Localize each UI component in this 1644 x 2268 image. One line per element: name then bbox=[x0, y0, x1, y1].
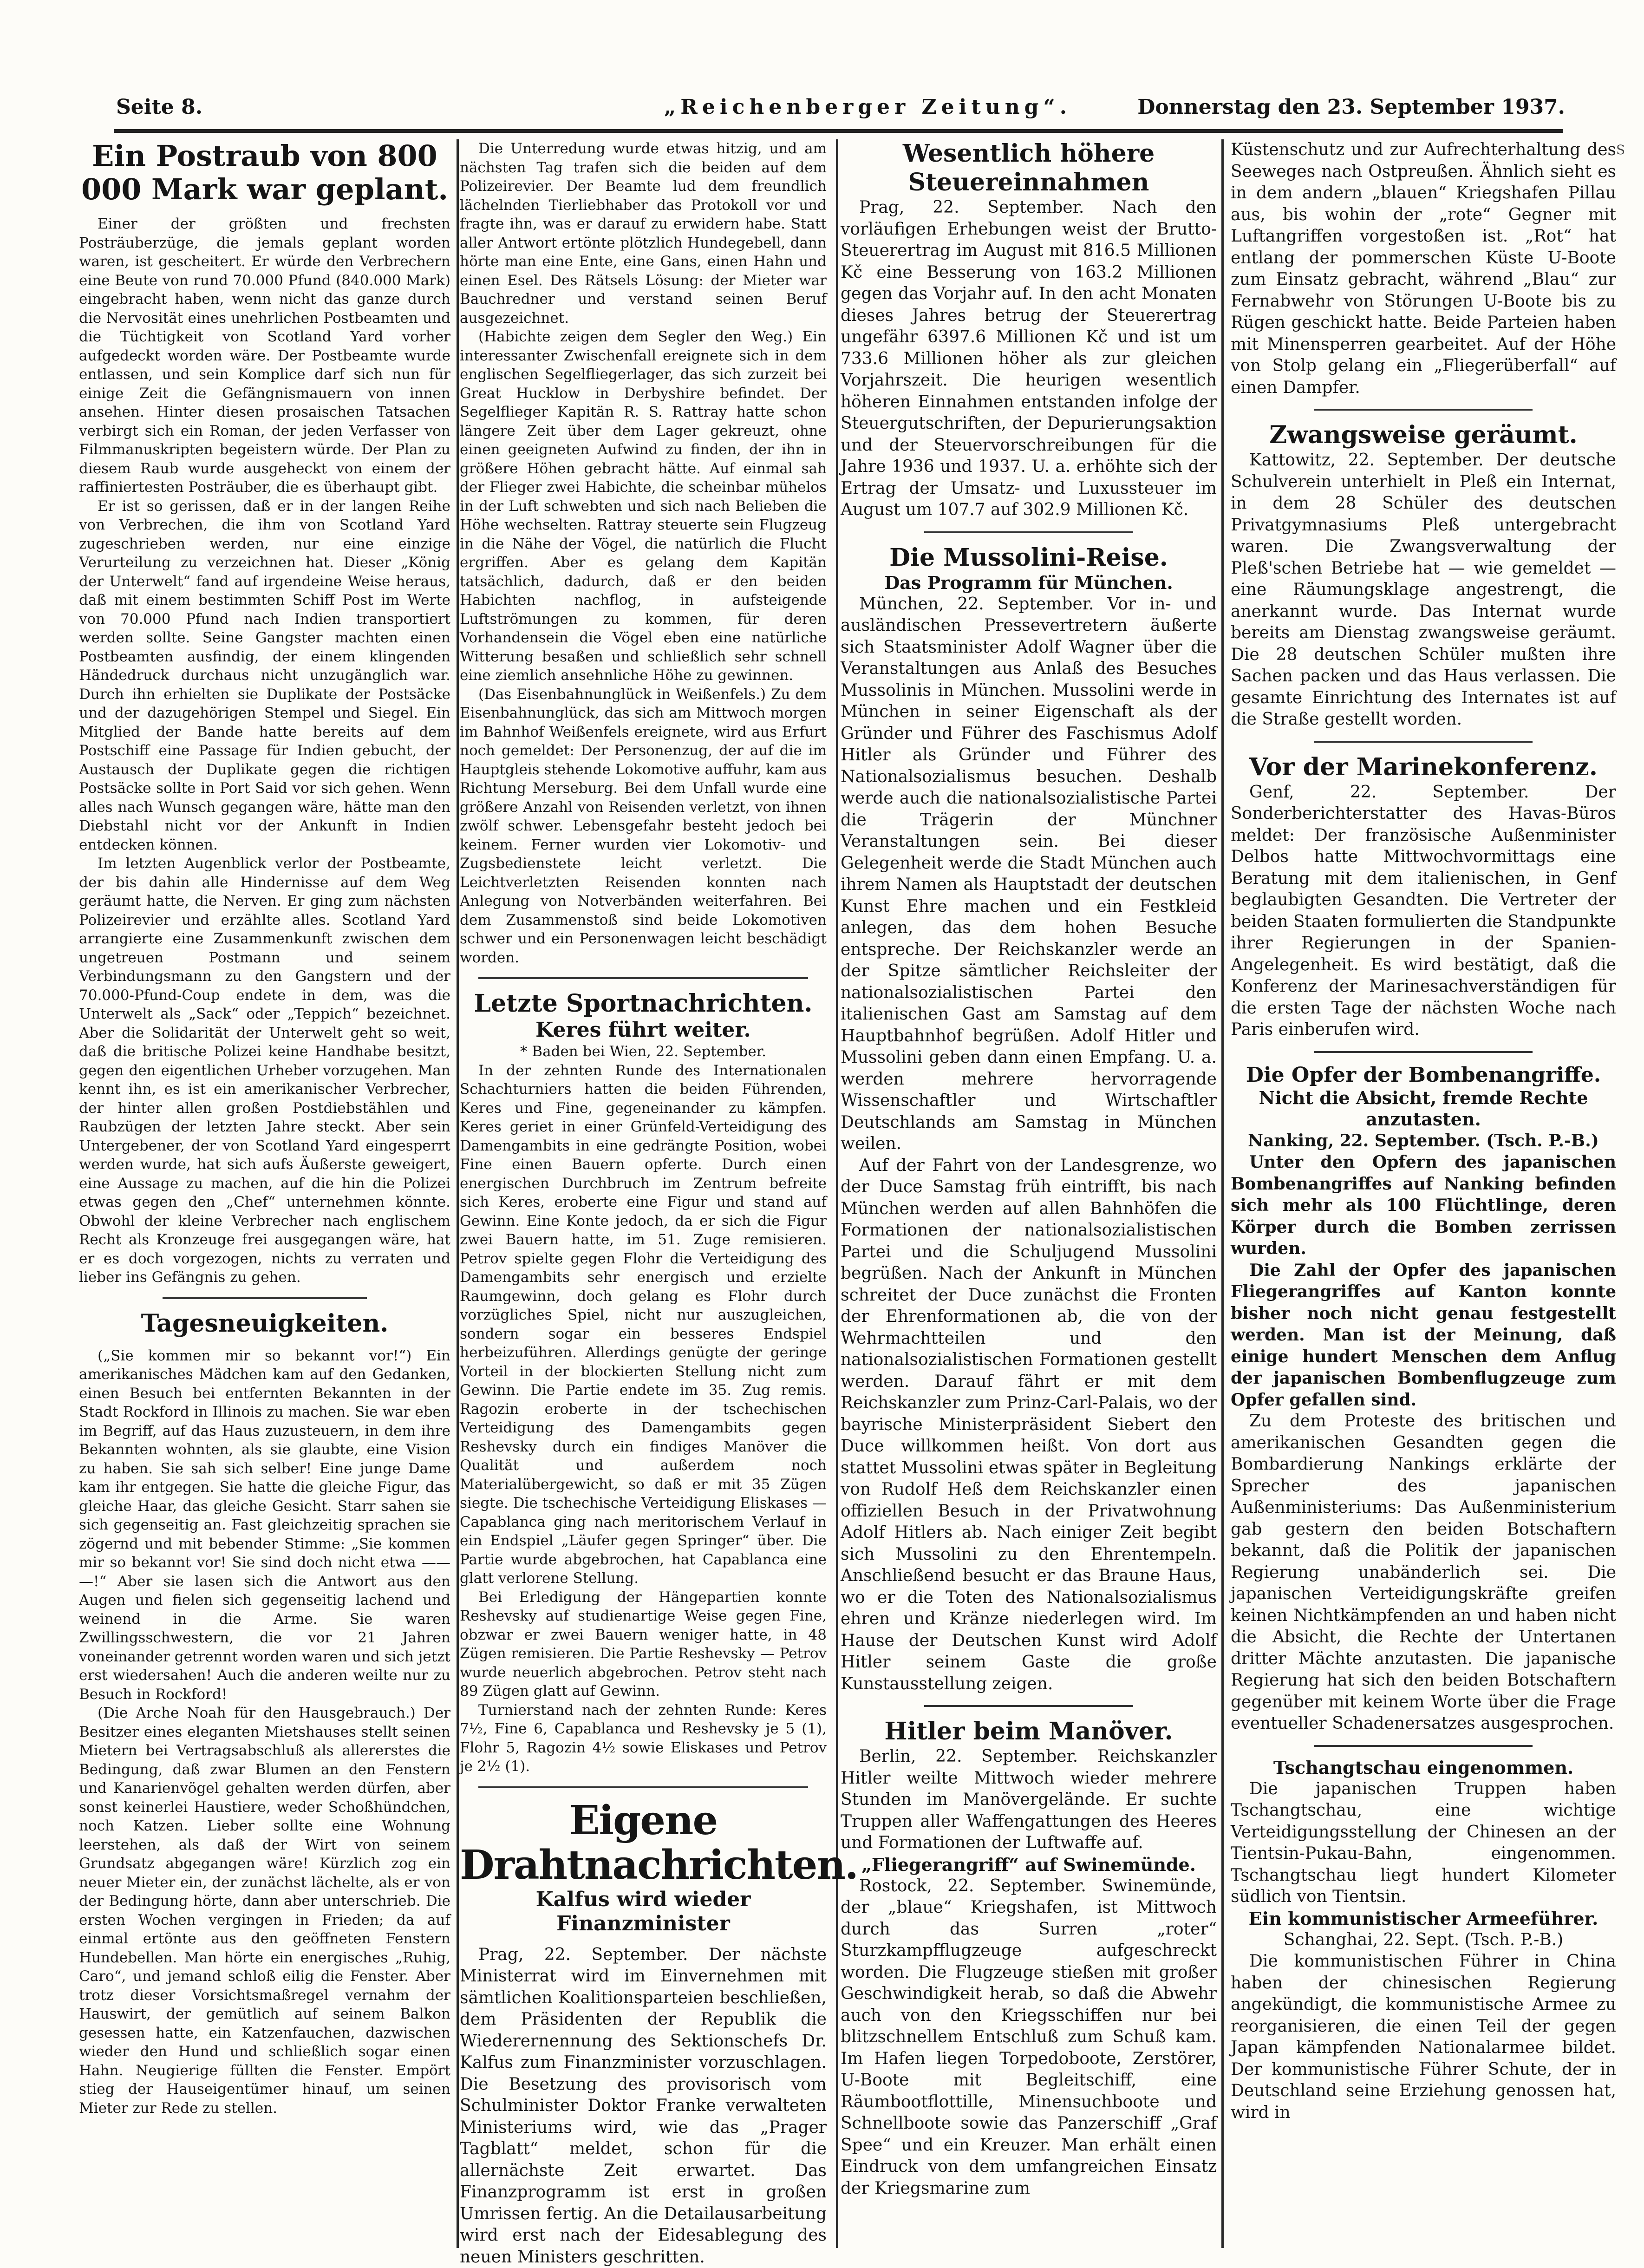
article-paragraph: Küstenschutz und zur Aufrechterhaltung des Seeweges nach Ostpreußen. Ähnlich sieht es in dem andern „blauen“ Kriegshafen Pillau aus, bis wohin der „rote“ Gegner mit Luftangriffen vorgestoßen ist. „Rot“ hat entlang der pommerschen Küste U-Boote zum Einsatz gebracht, während „Blau“ zur Fernabwehr von Störungen U-Boote bis zu Rügen geschickt hatte. Beide Parteien haben mit Minensperren gearbeitet. Auf der Höhe von Stolp gelang ein „Fliegerüberfall“ auf einen Dampfer. bbox=[1231, 139, 1616, 399]
headline-keres: Keres führt weiter. bbox=[460, 1018, 827, 1042]
article-paragraph: Einer der größten und frechsten Posträuberzüge, die jemals geplant worden waren, ist gescheitert. Er würde den Verbrechern eine Beute von rund 70.000 Pfund (840.000 Mark) eingebracht haben, wenn nicht das ganze durch die Nervosität eines unehrlichen Postbeamten und die Tüchtigkeit von Scotland Yard vorher aufgedeckt worden wäre. Der Postbeamte wurde entlassen, und sein Komplice darf sich nun für einige Zeit die Gefängnismauern von innen ansehen. Hinter diesen prosaischen Tatsachen verbirgt sich ein Roman, der jeden Verfasser von Filmmanuskripten begeistern würde. Der Plan zu diesem Raub wurde ausgeheckt von einem der raffiniertesten Posträuber, die es überhaupt gibt. bbox=[79, 215, 450, 497]
headline-sportnachrichten: Letzte Sportnachrichten. bbox=[460, 989, 827, 1018]
article-paragraph: Turnierstand nach der zehnten Runde: Keres 7½, Fine 6, Capablanca und Reshevsky je 5 (1), Flohr 5, Ragozin 4½ sowie Eliskases und Petrov je 2½ (1). bbox=[460, 1701, 827, 1776]
article-paragraph: Die japanischen Truppen haben Tschangtschau, eine wichtige Verteidigungsstellung der Chinesen an der Tientsin-Pukau-Bahn, eingenommen. Tschangtschau liegt hundert Kilometer südlich von Tientsin. bbox=[1231, 1778, 1616, 1908]
article-paragraph: München, 22. September. Vor in- und ausländischen Pressevertretern äußerte sich Staatsminister Adolf Wagner über die Veranstaltungen aus Anlaß des Besuches Mussolinis in München. Mussolini werde in München in seiner Eigenschaft als der Gründer und Führer des Faschismus Adolf Hitler als Gründer und Führer des Nationalsozialismus besuchen. Deshalb werde auch die nationalsozialistische Partei die Trägerin der Münchner Veranstaltungen sein. Bei dieser Gelegenheit werde die Stadt München auch ihrem Namen als Hauptstadt der deutschen Kunst Ehre machen und ein Festkleid anlegen, das dem hohen Besuche entspreche. Der Reichskanzler werde an der Spitze sämtlicher Reichsleiter der nationalsozialistischen Partei den italienischen Gast am Samstag auf dem Hauptbahnhof begrüßen. Adolf Hitler und Mussolini geben dann einen Empfang. U. a. werden mehrere hervorragende Wissenschaftler und Wirtschaftler Deutschlands am Samstag in München weilen. bbox=[841, 594, 1217, 1155]
column-2 bbox=[460, 139, 827, 2239]
adjacent-page-edge bbox=[1616, 139, 1637, 2248]
headline-fliegerangriff: „Fliegerangriff“ auf Swinemünde. bbox=[841, 1854, 1217, 1876]
article-paragraph: Kattowitz, 22. September. Der deutsche Schulverein unterhielt in Pleß ein Internat, in dem 28 Schüler des deutschen Privatgymnasiums Pleß untergebracht waren. Die Zwangsverwaltung der Pleß'schen Betriebe hat — wie gemeldet — eine Räumungsklage angestrengt, die anerkannt wurde. Das Internat wurde bereits am Dienstag zwangsweise geräumt. Die 28 deutschen Schüler mußten ihre Sachen packen und das Haus verlassen. Die gesamte Einrichtung des Internates ist auf die Straße gestellt worden. bbox=[1231, 450, 1616, 731]
paper-title: „Reichenberger Zeitung“. bbox=[664, 95, 1071, 119]
headline-marinekonferenz: Vor der Marinekonferenz. bbox=[1231, 753, 1616, 782]
section-divider bbox=[1314, 741, 1533, 743]
article-paragraph: („Sie kommen mir so bekannt vor!“) Ein amerikanisches Mädchen kam auf den Gedanken, einen Besuch bei entfernten Bekannten in der Stadt Rockford in Illinois zu machen. Sie war eben im Begriff, auf das Haus zuzusteuern, in dem ihre Bekannten wohnten, als sie glaubte, eine Vision zu haben. Sie sah sich selber! Eine junge Dame kam ihr entgegen. Sie hatte die gleiche Figur, das gleiche Haar, das gleiche Gesicht. Starr sahen sie sich gegenseitig an. Fast gleichzeitig sprachen sie zögernd und mit bebender Stimme: „Sie kommen mir so bekannt vor! Sie sind doch nicht etwa —— —!“ Aber sie lasen sich die Antwort aus den Augen und fielen sich gegenseitig lachend und weinend in die Arme. Sie waren Zwillingsschwestern, die vor 21 Jahren voneinander getrennt worden waren und sich jetzt erst wiedersahen! Auch die anderen weilte nur zu Besuch in Rockford! bbox=[79, 1346, 450, 1704]
article-paragraph: Die Unterredung wurde etwas hitzig, und am nächsten Tag trafen sich die beiden auf dem Polizeirevier. Der Beamte lud dem freundlich lächelnden Tierliebhaber das Protokoll vor und fragte ihn, was er darauf zu erwidern habe. Statt aller Antwort ertönte plötzlich Hundegebell, dann hörte man eine Ente, eine Gans, einen Hahn und einen Esel. Des Rätsels Lösung: der Mieter war Bauchredner und verstand seinen Beruf ausgezeichnet. bbox=[460, 139, 827, 327]
article-paragraph: Berlin, 22. September. Reichskanzler Hitler weilte Mittwoch wieder mehrere Stunden im Manövergelände. Er suchte Truppen aller Waffengattungen des Heeres und Formationen der Luftwaffe auf. bbox=[841, 1746, 1217, 1854]
headline-kalfus: Kalfus wird wieder Finanzminister bbox=[460, 1888, 827, 1936]
section-divider bbox=[478, 977, 808, 979]
headline-tagesneuigkeiten: Tagesneuigkeiten. bbox=[79, 1309, 450, 1338]
masthead bbox=[116, 95, 1565, 128]
headline-opfer-sub: Nicht die Absicht, fremde Rechte anzutasten. bbox=[1231, 1087, 1616, 1130]
section-divider bbox=[1314, 409, 1533, 411]
article-paragraph: Prag, 22. September. Der nächste Ministerrat wird im Einvernehmen mit sämtlichen Koalitionsparteien beschließen, dem Präsidenten der Republik die Wiederernennung des Sektionschefs Dr. Kalfus zum Finanzminister vorzuschlagen. Die Besetzung des provisorisch vom Schulminister Doktor Franke verwalteten Ministeriums wird, wie das „Prager Tagblatt“ meldet, schon für die allernächste Zeit erwartet. Das Finanzprogramm ist erst in großen Umrissen fertig. An die Detailausarbeitung wird erst nach der Eidesablegung des neuen Ministers geschritten. bbox=[460, 1944, 827, 2268]
dateline: Nanking, 22. September. (Tsch. P.-B.) bbox=[1231, 1130, 1616, 1152]
article-paragraph: Genf, 22. September. Der Sonderberichterstatter des Havas-Büros meldet: Der französische Außenminister Delbos hatte Mittwochvormittags eine Beratung mit dem italienischen, in Genf beglaubigten Gesandten. Die Vertreter der beiden Staaten formulierten die Standpunkte ihrer Regierungen in der Spanien-Angelegenheit. Es wird bestätigt, daß die Konferenz der Marinesachverständigen für die ersten Tage der nächsten Woche nach Paris einberufen wird. bbox=[1231, 782, 1616, 1041]
headline-opfer-bombenangriffe: Die Opfer der Bombenangriffe. bbox=[1231, 1063, 1616, 1087]
article-paragraph: (Das Eisenbahnunglück in Weißenfels.) Zu dem Eisenbahnunglück, das sich am Mittwoch morgen im Bahnhof Weißenfels ereignete, wird aus Erfurt noch gemeldet: Der Personenzug, der auf die im Hauptgleis stehende Lokomotive auffuhr, kam aus Richtung Merseburg. Bei dem Unfall wurde eine größere Anzahl von Reisenden verletzt, von ihnen zwölf schwer. Lebensgefahr besteht jedoch bei keinem. Ferner wurden vier Lokomotiv- und Zugsbedienstete leicht verletzt. Die Leichtverletzten Reisenden konnten nach Anlegung von Notverbänden weiterfahren. Bei dem Zusammenstoß sind beide Lokomotiven schwer und ein Personenwagen leicht beschädigt worden. bbox=[460, 685, 827, 967]
headline-zwangsweise: Zwangsweise geräumt. bbox=[1231, 421, 1616, 450]
section-divider bbox=[924, 1705, 1133, 1707]
section-divider bbox=[924, 531, 1133, 533]
article-paragraph: Bei Erledigung der Hängepartien konnte Reshevsky auf studienartige Weise gegen Fine, obzwar er zwei Bauern weniger hatte, in 48 Zügen remisieren. Die Partie Reshevsky — Petrov wurde neuerlich abgebrochen. Petrov steht nach 89 Zügen glatt auf Gewinn. bbox=[460, 1588, 827, 1701]
section-divider bbox=[1314, 1051, 1533, 1053]
column-3 bbox=[841, 139, 1217, 2239]
dateline: Schanghai, 22. Sept. (Tsch. P.-B.) bbox=[1231, 1929, 1616, 1951]
article-paragraph: Prag, 22. September. Nach den vorläufigen Erhebungen weist der Brutto-Steuerertrag im August mit 816.5 Millionen Kč eine Besserung von 163.2 Millionen gegen das Vorjahr auf. In den acht Monaten dieses Jahres betrug der Steuerertrag ungefähr 6397.6 Millionen Kč und ist um 733.6 Millionen höher als zur gleichen Vorjahrszeit. Die heurigen wesentlich höheren Einnahmen entstanden infolge der Steuergutschriften, der Depurierungsaktion und der Steuervorschreibungen für die Jahre 1936 und 1937. U. a. erhöhte sich der Ertrag der Umsatz- und Luxussteuer im August um 107.7 auf 302.9 Millionen Kč. bbox=[841, 197, 1217, 521]
headline-postraub: Ein Postraub von 800 000 Mark war geplant. bbox=[79, 139, 450, 206]
article-paragraph: Auf der Fahrt von der Landesgrenze, wo der Duce Samstag früh eintrifft, bis nach München werden auf allen Bahnhöfen die Formationen der nationalsozialistischen Partei und die Schuljugend Mussolini begrüßen. Nach der Ankunft in München schreitet der Duce zunächst die Fronten der Ehrenformationen ab, die von der Wehrmachtteilen und den nationalsozialistischen Formationen gestellt werden. Darauf fährt er mit dem Reichskanzler zum Prinz-Carl-Palais, wo der bayrische Ministerpräsident Siebert den Duce willkommen heißt. Von dort aus stattet Mussolini etwas später in Begleitung von Rudolf Heß dem Reichskanzler einen offiziellen Besuch in der Privatwohnung Adolf Hitlers ab. Nach einiger Zeit begibt sich Mussolini zu den Ehrentempeln. Anschließend besucht er das Braune Haus, wo er die Toten des Nationalsozialismus ehren und Kränze niederlegen wird. Im Hause der Deutschen Kunst wird Adolf Hitler seinem Gaste die große Kunstausstellung zeigen. bbox=[841, 1155, 1217, 1695]
edge-fragment: S bbox=[1616, 142, 1625, 157]
article-paragraph: In der zehnten Runde des Internationalen Schachturniers hatten die beiden Führenden, Keres und Fine, gegeneinander zu kämpfen. Keres geriet in einer Grünfeld-Verteidigung des Damengambits in eine gedrängte Position, wobei Fine einen Bauern opferte. Durch einen energischen Durchbruch im Zentrum befreite sich Keres, eroberte eine Figur und stand auf Gewinn. Eine Konte jedoch, da er sich die Figur zwei Bauern hatte, im 51. Zuge remisieren. Petrov spielte gegen Flohr die Verteidigung des Damengambits sehr energisch und erzielte Raumgewinn, doch gelang es Flohr durch vorzügliches Spiel, nicht nur auszugleichen, sondern sogar ein besseres Endspiel herbeizuführen. Allerdings genügte der geringe Vorteil in der blockierten Stellung nicht zum Gewinn. Die Partie endete im 35. Zug remis. Ragozin eroberte in der tschechischen Verteidigung des Damengambits gegen Reshevsky durch ein findiges Manöver die Qualität und außerdem noch Materialübergewicht, so daß er mit 35 Zügen siegte. Die tschechische Verteidigung Eliskases — Capablanca ging nach meritorischem Verlauf in ein Endspiel „Läufer gegen Springer“ über. Die Partie wurde abgebrochen, hat Capablanca eine glatt verlorene Stellung. bbox=[460, 1061, 827, 1588]
headline-drahtnachrichten: Eigene Drahtnachrichten. bbox=[460, 1798, 827, 1888]
column-1 bbox=[79, 139, 450, 2239]
article-paragraph: Im letzten Augenblick verlor der Postbeamte, der bis dahin alle Hindernisse auf dem Weg geräumt hatte, die Nerven. Er ging zum nächsten Polizeirevier und erzählte alles. Scotland Yard arrangierte eine Zusammenkunft zwischen dem ungetreuen Postmann und seinem Verbindungsmann zu den Gangstern und der 70.000-Pfund-Coup endete in dem, was die Unterwelt als „Sack“ oder „Teppich“ bezeichnet. Aber die Solidarität der Unterwelt geht so weit, daß die britische Polizei keine Handhabe besitzt, gegen den eigentlichen Urheber vorzugehen. Man kennt ihn, es ist ein amerikanischer Verbrecher, der hinter allen großen Postdiebstählen und Raubzügen der letzten Jahre steckt. Aber sein Untergebener, der von Scotland Yard eingesperrt werden wurde, hat sich aufs Äußerste geweigert, eine Aussage zu machen, auf die hin die Polizei etwas gegen den „Chef“ unternehmen könnte. Obwohl der kleine Verbrecher nach englischem Recht als Kronzeuge frei ausgegangen wäre, hat er es doch vorgezogen, nichts zu verraten und lieber ins Gefängnis zu gehen. bbox=[79, 854, 450, 1287]
article-paragraph: Rostock, 22. September. Swinemünde, der „blaue“ Kriegshafen, ist Mittwoch durch das Surren „roter“ Sturzkampfflugzeuge aufgeschreckt worden. Die Flugzeuge stießen mit großer Geschwindigkeit herab, so daß die Abwehr auch von den Kriegsschiffen nur bei blitzschnellem Entschluß zum Schuß kam. Im Hafen liegen Torpedoboote, Zerstörer, U-Boote mit Begleitschiff, eine Räumbootflottille, Minensuchboote und Schnellboote sowie das Panzerschiff „Graf Spee“ und ein Kreuzer. Man erhält einen Eindruck von dem umfangreichen Einsatz der Kriegsmarine zum bbox=[841, 1876, 1217, 2200]
headline-hitler-manoever: Hitler beim Manöver. bbox=[841, 1717, 1217, 1746]
dateline: * Baden bei Wien, 22. September. bbox=[460, 1042, 827, 1061]
page-number: Seite 8. bbox=[116, 95, 202, 119]
headline-programm-muenchen: Das Programm für München. bbox=[841, 572, 1217, 594]
section-divider bbox=[1314, 1745, 1533, 1747]
article-paragraph: (Die Arche Noah für den Hausgebrauch.) Der Besitzer eines eleganten Mietshauses stellt seinen Mietern bei Vertragsabschluß als allererstes die Bedingung, daß zwar Blumen an den Fenstern und Kanarienvögel gehalten werden dürfen, aber sonst keinerlei Haustiere, weder Schoßhündchen, noch Katzen. Lieber sollte eine Wohnung leerstehen, als daß der Wirt von seinem Grundsatz abgegangen wäre! Kürzlich zog ein neuer Mieter ein, der zunächst lächelte, als er von der Bedingung hörte, dann aber unterschrieb. Die ersten Wochen vergingen in Frieden; da auf einmal ertönte aus den geöffneten Fenstern Hundebellen. Man hörte ein energisches „Ruhig, Caro“, und jemand schloß eilig die Fenster. Aber trotz dieser Vorsichtsmaßregel vernahm der Hauswirt, der gemütlich auf seinem Balkon gesessen hatte, ein Katzenfauchen, dazwischen wieder den Hund und schließlich sogar einen Hahn. Neugierige füllten die Fenster. Empört stieg der Hauseigentümer hinauf, um seinen Mieter zur Rede zu stellen. bbox=[79, 1704, 450, 2118]
headline-tschangtschau: Tschangtschau eingenommen. bbox=[1231, 1757, 1616, 1778]
issue-date: Donnerstag den 23. September 1937. bbox=[1137, 95, 1565, 119]
section-divider bbox=[478, 1786, 808, 1788]
article-paragraph: Die kommunistischen Führer in China haben der chinesischen Regierung angekündigt, die kommunistische Armee zu reorganisieren, die einen Teil der gegen Japan kämpfenden Nationalarmee bildet. Der kommunistische Führer Schute, der in Deutschland seine Erziehung genossen hat, wird in bbox=[1231, 1951, 1616, 2124]
article-paragraph: Die Zahl der Opfer des japanischen Fliegerangriffes auf Kanton konnte bisher noch nicht genau festgestellt werden. Man ist der Meinung, daß einige hundert Menschen dem Anflug der japanischen Bombenflugzeuge zum Opfer gefallen sind. bbox=[1231, 1260, 1616, 1411]
headline-armeefuehrer: Ein kommunistischer Armeeführer. bbox=[1231, 1908, 1616, 1929]
section-divider bbox=[163, 1297, 367, 1299]
article-paragraph: Zu dem Proteste des britischen und amerikanischen Gesandten gegen die Bombardierung Nankings erklärte der Sprecher des japanischen Außenministeriums: Das Außenministerium gab gestern den beiden Botschaftern bekannt, daß die Politik der japanischen Regierung unabänderlich sei. Die japanischen Verteidigungskräfte greifen keinen Nichtkämpfenden an und haben nicht die Absicht, die Rechte der Untertanen dritter Mächte anzutasten. Die japanische Regierung hat sich den beiden Botschaftern gegenüber mit keinem Worte über die Frage eventueller Schadenersatzes ausgesprochen. bbox=[1231, 1411, 1616, 1735]
article-paragraph: (Habichte zeigen dem Segler den Weg.) Ein interessanter Zwischenfall ereignete sich in dem englischen Segelfliegerlager, das sich zurzeit bei Great Hucklow in Derbyshire befindet. Der Segelflieger Kapitän R. S. Rattray hatte schon längere Zeit über dem Lager gekreuzt, ohne einen geeigneten Aufwind zu finden, der ihn in größere Höhen gebracht hätte. Auf einmal sah der Flieger zwei Habichte, die scheinbar mühelos in der Luft schwebten und sich nach Belieben die Höhe wechselten. Rattray steuerte sein Flugzeug in die Nähe der Vögel, die natürlich die Flucht ergriffen. Aber es gelang dem Kapitän tatsächlich, dadurch, daß er den beiden Habichten nachflog, in aufsteigende Luftströmungen zu kommen, für deren Vorhandensein die Vögel eben eine natürliche Witterung besaßen und schließlich sehr schnell eine ziemlich ansehnliche Höhe zu gewinnen. bbox=[460, 327, 827, 685]
headline-steuereinnahmen: Wesentlich höhere Steuereinnahmen bbox=[841, 139, 1217, 197]
article-columns bbox=[74, 139, 1644, 2248]
article-paragraph: Unter den Opfern des japanischen Bombenangriffes auf Nanking befinden sich mehr als 100 Flüchtlinge, deren Körper durch die Bomben zerrissen wurden. bbox=[1231, 1151, 1616, 1260]
article-paragraph: Er ist so gerissen, daß er in der langen Reihe von Verbrechen, die ihm von Scotland Yard zugeschrieben werden, nur eine einzige Verurteilung zu verzeichnen hat. Dieser „König der Unterwelt“ fand auf irgendeine Weise heraus, daß mit einem bestimmten Schiff Post im Werte von 70.000 Pfund nach Indien transportiert werden sollte. Seine Gangster machten einen Postbeamten ausfindig, der einem klingenden Händedruck durchaus nicht unzugänglich war. Durch ihn erhielten sie Duplikate der Postsäcke und der dazugehörigen Stempel und Siegel. Ein Mitglied der Bande hatte bereits auf dem Postschiff eine Passage für Indien gebucht, der Austausch der Duplikate gegen die richtigen Postsäcke sollte in Port Said vor sich gehen. Wenn alles nach Wunsch gegangen wäre, hätte man den Diebstahl nicht vor der Ankunft in Indien entdecken können. bbox=[79, 497, 450, 855]
column-4 bbox=[1231, 139, 1616, 2239]
headline-mussolini-reise: Die Mussolini-Reise. bbox=[841, 543, 1217, 572]
masthead-rule bbox=[114, 129, 1563, 133]
